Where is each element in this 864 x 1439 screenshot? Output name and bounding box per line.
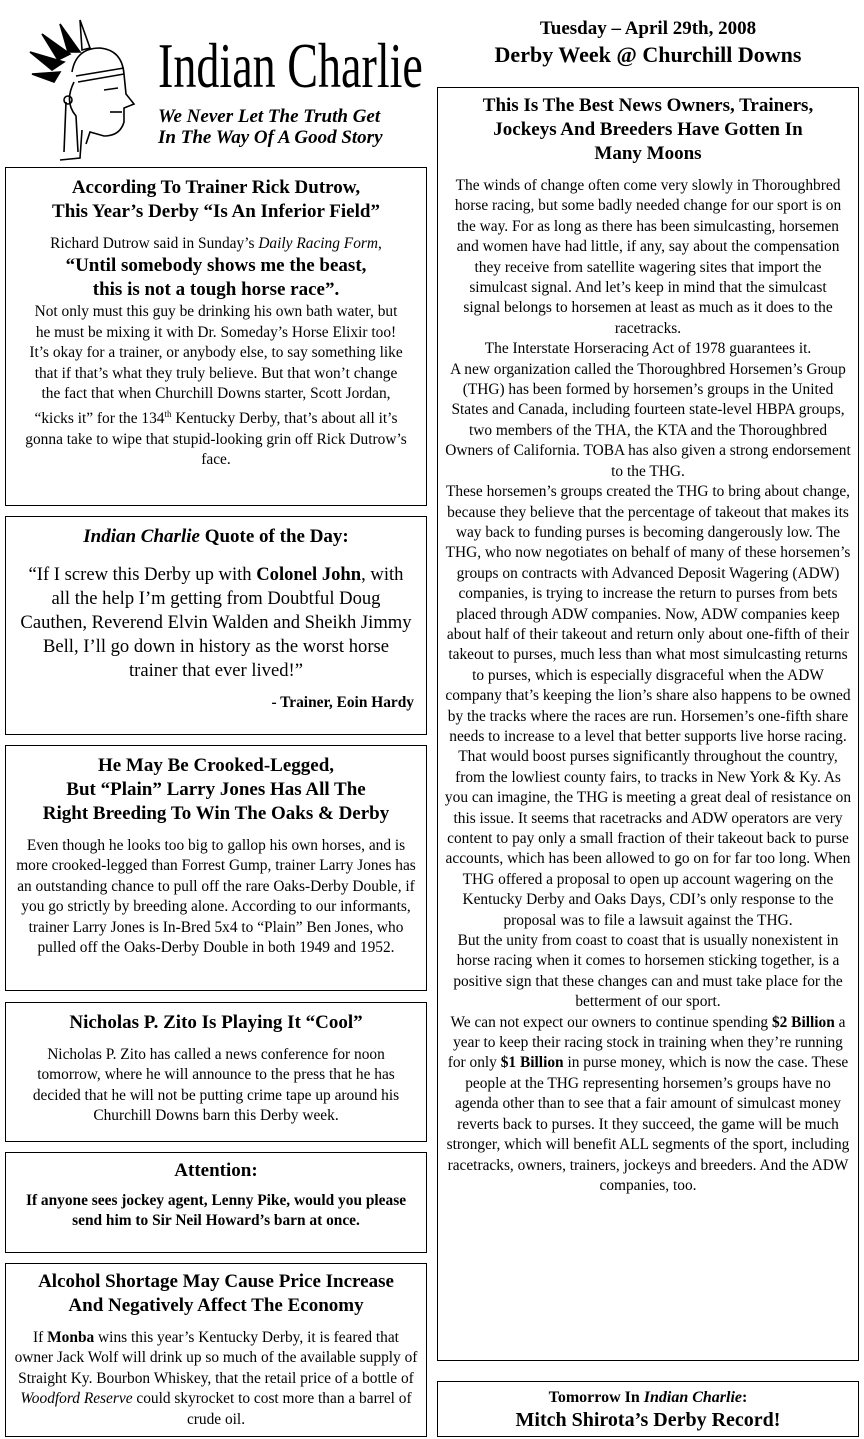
jones-headline-3: Right Breeding To Win The Oaks & Derby: [42, 803, 390, 824]
main-headline-2: Jockeys And Breeders Have Gotten In: [493, 119, 803, 140]
alcohol-headline-2: And Negatively Affect The Economy: [68, 1295, 364, 1316]
quote-text: “If I screw this Derby up with Colonel John, with all the help I’m getting from Doubtful Doug Cauthen, Reverend Elvin Walden and Sheikh Jimmy Bell, I’ll go down in history as the worst horse trainer that ever lived!”: [20, 564, 412, 681]
alcohol-headline-1: Alcohol Shortage May Cause Price Increase: [38, 1271, 394, 1292]
quote-title: Indian Charlie Quote of the Day:: [83, 526, 349, 547]
dutrow-quote-1: “Until somebody shows me the beast,: [65, 255, 367, 277]
dutrow-article: [5, 167, 427, 506]
jones-headline-2: But “Plain” Larry Jones Has All The: [66, 779, 366, 800]
tomorrow-label: Tomorrow In Indian Charlie:: [548, 1389, 748, 1406]
attention-notice: [5, 1152, 427, 1253]
main-paragraph-1: The winds of change often come very slowly in Thoroughbred horse racing, but some badly needed change for our sport is on the way. For as long as there has been simulcasting, horsemen and women have had little, if any, say about the compensation they receive from satellite wagering sites that import the simulcast signal. And let’s keep in mind that the simulcast signal belongs to horsemen at least as much as it does to the racetracks.: [454, 177, 842, 337]
dutrow-quote-2: this is not a tough horse race”.: [92, 279, 340, 301]
jones-headline-1: He May Be Crooked-Legged,: [97, 755, 335, 776]
quote-attribution: - Trainer, Eoin Hardy: [271, 694, 414, 711]
indian-chief-head-icon: [20, 12, 150, 162]
tomorrow-teaser: [437, 1381, 859, 1437]
main-story: [437, 87, 859, 1361]
dutrow-body-2: It’s okay for a trainer, or anybody else, to say something like that if that’s what they truly believe. But that won’t change the fact that when Churchill Downs starter, Scott Jordan, “kicks it” for the 134th Kentucky Derby, that’s about all it’s gonna take to wipe that stupid-looking grin off Rick Dutrow’s face.: [25, 344, 407, 469]
alcohol-article: [5, 1263, 427, 1437]
dutrow-headline-1: According To Trainer Rick Dutrow,: [71, 177, 361, 198]
alcohol-body: If Monba wins this year’s Kentucky Derby, it is feared that owner Jack Wolf will drink up so much of the available supply of Straight Ky. Bourbon Whiskey, that the retail price of a bottle of Woodford Reserve could skyrocket to cost more than a barrel of crude oil.: [14, 1329, 418, 1428]
main-headline-3: Many Moons: [594, 143, 702, 164]
quote-of-day: [5, 516, 427, 735]
jones-body: Even though he looks too big to gallop his own horses, and is more crooked-legged than Forrest Gump, trainer Larry Jones has an outstanding chance to pull off the rare Oaks-Derby Double, if you go strictly by breeding alone. According to our informants, trainer Larry Jones is In-Bred 5x4 to “Plain” Ben Jones, who pulled off the Oaks-Derby Double in both 1949 and 1952.: [16, 837, 416, 957]
main-paragraph-4: These horsemen’s groups created the THG to bring about change, because they believe that the percentage of takeout that makes its way back to funding purses is becoming dangerously low. The THG, who now negotiates on behalf of many of these horsemen’s groups on contracts with Advanced Deposit Wagering (ADW) companies, is trying to increase the return to purses from bets placed through ADW companies. Now, ADW companies keep about half of their takeout and return only about one-fifth of their takeout to purses, much less than what most simulcasting returns to purses, which is especially disgraceful when the ADW company that’s keeping the lion’s share also happens to be owned by the tracks where the races are run. Horsemen’s one-fifth share needs to increase to a level that better supports live horse racing. That would boost purses significantly throughout the country, from the lowliest county fairs, to tracks in New York & Ky. As you can imagine, the THG is meeting a great deal of resistance on this issue. It seems that racetracks and ADW operators are very content to pay only a small fraction of their takeout back to purse accounts, which has been allowed to go on for far too long. When THG offered a proposal to open up account wagering on the Kentucky Derby and Oaks Days, CDI’s only response to the proposal was to file a lawsuit against the THG.: [444, 483, 852, 929]
main-paragraph-6: We can not expect our owners to continue spending $2 Billion a year to keep their racing stock in training when they’re running for only $1 Billion in purse money, which is now the case. These people at the THG representing horsemen’s groups have no agenda other than to see that a fair amount of simulcast money reverts back to purses. It they succeed, the game will be much stronger, which will benefit ALL segments of the sport, including racetracks, owners, trainers, jockeys and breeders. And the ADW companies, too.: [446, 1013, 850, 1194]
issue-date: Tuesday – April 29th, 2008: [539, 18, 757, 39]
dutrow-headline-2: This Year’s Derby “Is An Inferior Field”: [52, 201, 380, 222]
masthead-tagline-1: We Never Let The Truth Get: [158, 106, 381, 127]
dutrow-intro: Richard Dutrow said in Sunday’s Daily Racing Form,: [50, 235, 382, 252]
masthead-title: Indian Charlie: [158, 30, 423, 101]
main-paragraph-2: The Interstate Horseracing Act of 1978 guarantees it.: [484, 340, 812, 358]
attention-body: If anyone sees jockey agent, Lenny Pike, would you please send him to Sir Neil Howard’s barn at once.: [25, 1192, 407, 1230]
zito-headline: Nicholas P. Zito Is Playing It “Cool”: [69, 1012, 363, 1033]
main-paragraph-5: But the unity from coast to coast that is usually nonexistent in horse racing when it comes to horsemen sticking together, is a positive sign that these changes can and must take place for the betterment of our sport.: [453, 932, 843, 1011]
main-paragraph-3: A new organization called the Thoroughbred Horsemen’s Group (THG) has been formed by horsemen’s groups in the United States and Canada, including fourteen state-level HBPA groups, two members of the THA, the KTA and the Thoroughbred Owners of California. TOBA has also given a strong endorsement to the THG.: [445, 360, 851, 480]
daily-racing-form: Daily Racing Form: [258, 235, 378, 252]
zito-article: [5, 1002, 427, 1142]
larry-jones-article: [5, 745, 427, 991]
dutrow-body-1: Not only must this guy be drinking his own bath water, but he must be mixing it with Dr. Someday’s Horse Elixir too!: [34, 303, 398, 341]
tomorrow-headline: Mitch Shirota’s Derby Record!: [515, 1409, 781, 1431]
zito-body: Nicholas P. Zito has called a news conference for noon tomorrow, where he will announce to the press that he has decided that he will not be putting crime tape up around his Churchill Downs barn this Derby week.: [32, 1046, 400, 1125]
attention-headline: Attention:: [174, 1160, 258, 1181]
main-headline-1: This Is The Best News Owners, Trainers,: [482, 95, 814, 116]
issue-edition: Derby Week @ Churchill Downs: [494, 42, 802, 67]
masthead-logo: [20, 12, 150, 162]
masthead-tagline-2: In The Way Of A Good Story: [158, 127, 383, 148]
